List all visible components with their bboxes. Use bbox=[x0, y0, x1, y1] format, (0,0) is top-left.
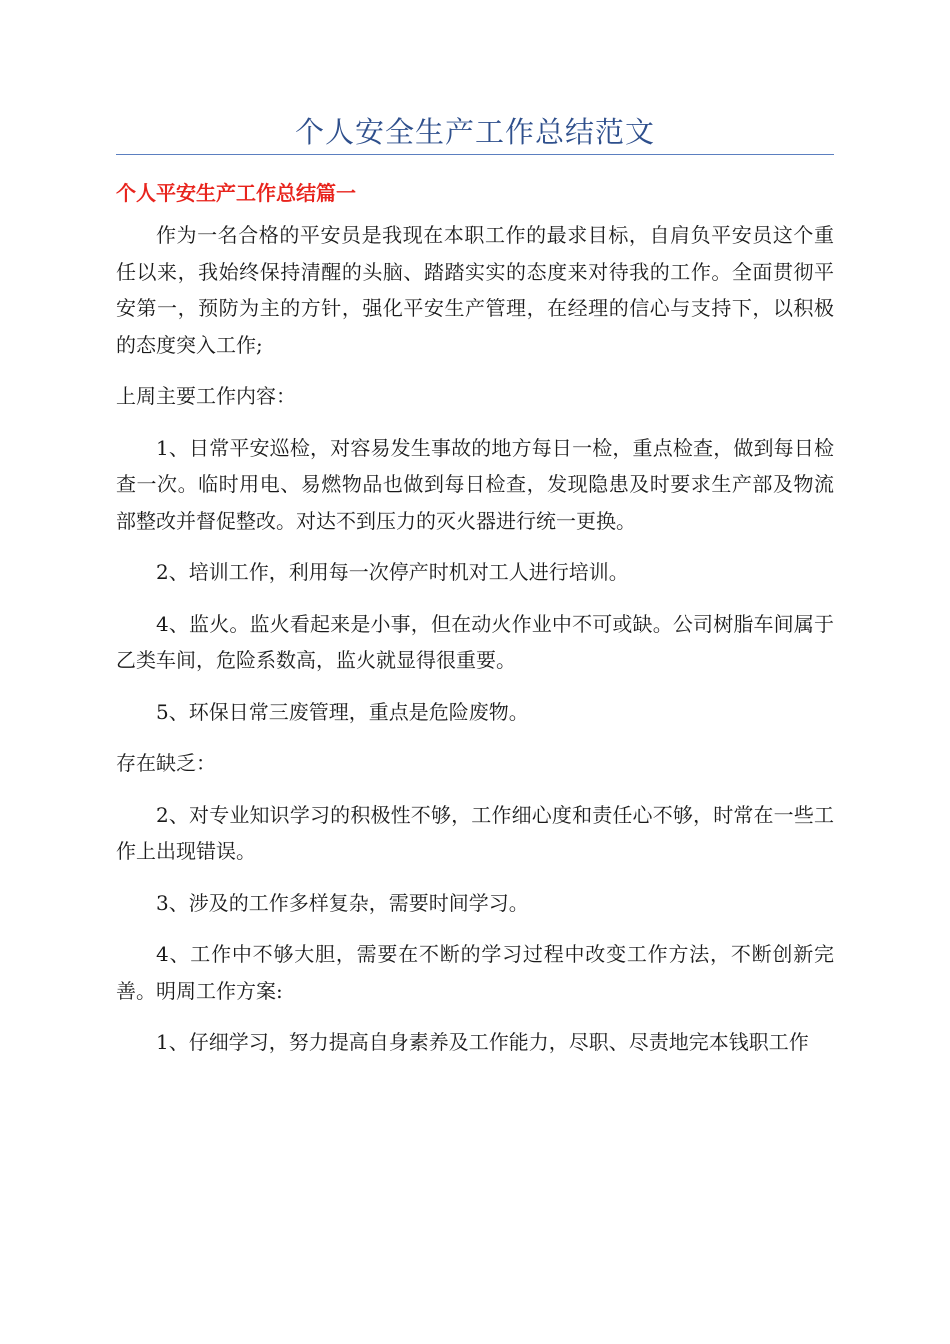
paragraph-shortcomings-label: 存在缺乏： bbox=[116, 751, 216, 775]
paragraph-plan-study: 1、仔细学习，努力提高自身素养及工作能力，尽职、尽责地完本钱职工作 bbox=[156, 1030, 809, 1054]
paragraph-intro: 作为一名合格的平安员是我现在本职工作的最求目标，自肩负平安员这个重任以来，我始终保持清醒的头脑、踏踏实实的态度来对待我的工作。全面贯彻平安第一，预防为主的方针，强化平安生产管理，在经理的信心与支持下，以积极的态度突入工作; bbox=[116, 223, 834, 357]
paragraph-item-training: 2、培训工作，利用每一次停产时机对工人进行培训。 bbox=[156, 560, 629, 584]
title-underline bbox=[116, 154, 834, 155]
paragraph-shortcoming-complexity: 3、涉及的工作多样复杂，需要时间学习。 bbox=[156, 890, 529, 915]
paragraph-item-fire-watch: 4、监火。监火看起来是小事，但在动火作业中不可或缺。公司树脂车间属于乙类车间，危险系数高，监火就显得很重要。 bbox=[116, 611, 834, 672]
document-title: 个人安全生产工作总结范文 bbox=[294, 115, 655, 149]
paragraph-shortcoming-knowledge: 2、对专业知识学习的积极性不够，工作细心度和责任心不够，时常在一些工作上出现错误。 bbox=[116, 802, 834, 863]
paragraph-last-week-label: 上周主要工作内容： bbox=[116, 384, 296, 408]
paragraph-item-environment: 5、环保日常三废管理，重点是危险废物。 bbox=[156, 699, 529, 724]
paragraph-item-inspection: 1、日常平安巡检，对容易发生事故的地方每日一检，重点检查，做到每日检查一次。临时用电、易燃物品也做到每日检查，发现隐患及时要求生产部及物流部整改并督促整改。对达不到压力的灭火器进行统一更换。 bbox=[116, 435, 834, 533]
section-heading: 个人平安生产工作总结篇一 bbox=[116, 181, 356, 205]
paragraph-shortcoming-boldness: 4、工作中不够大胆，需要在不断的学习过程中改变工作方法，不断创新完善。明周工作方案: bbox=[116, 942, 834, 1003]
document-page bbox=[116, 112, 834, 1076]
